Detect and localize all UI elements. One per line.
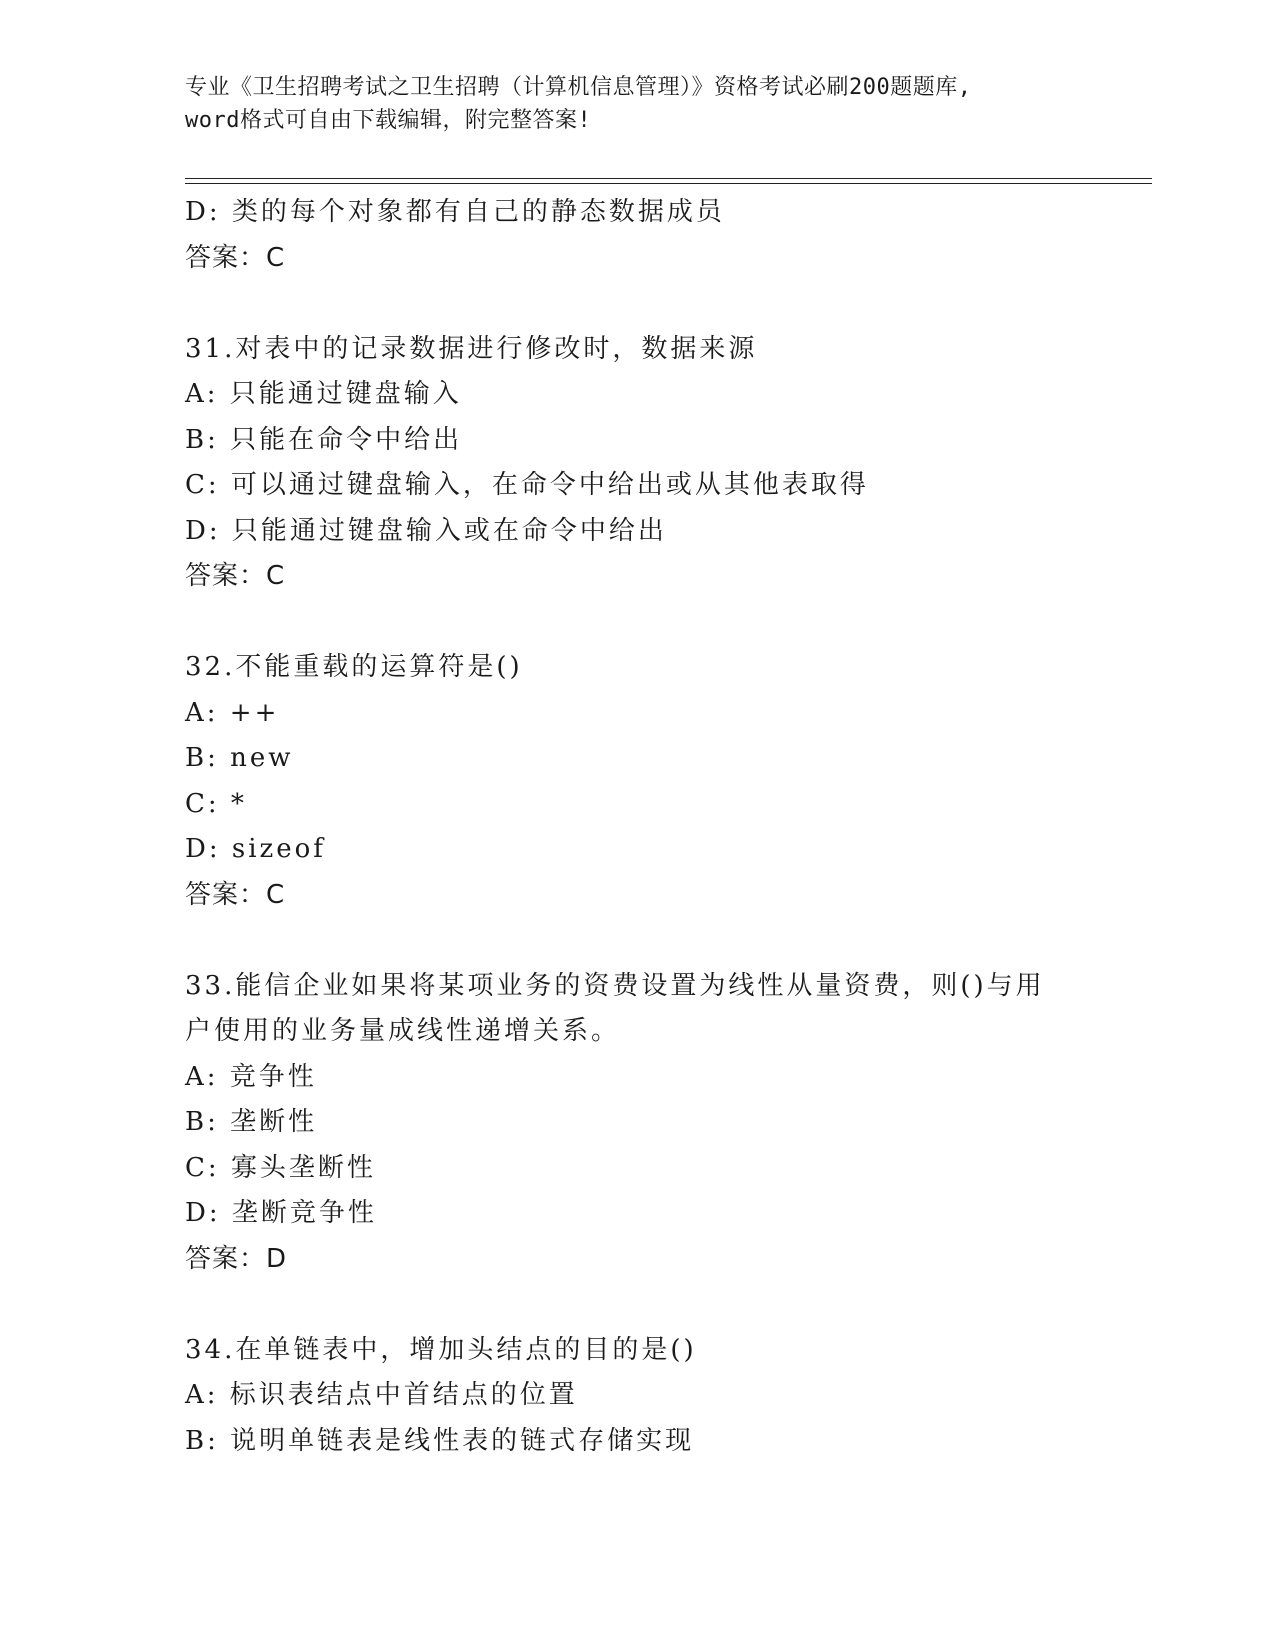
option-d: D: sizeof bbox=[185, 834, 326, 864]
question-text: 33.能信企业如果将某项业务的资费设置为线性从量资费，则()与用户使用的业务量成线性递增关系。 bbox=[185, 970, 1045, 1046]
option-b: B: 只能在命令中给出 bbox=[185, 424, 463, 455]
prev-answer: 答案：C bbox=[185, 242, 286, 273]
question-32 bbox=[185, 645, 1085, 918]
option-a: A: ++ bbox=[185, 697, 280, 728]
spacer bbox=[185, 281, 1085, 327]
answer: 答案：D bbox=[185, 1243, 288, 1274]
spacer bbox=[185, 918, 1085, 964]
question-text: 32.不能重载的运算符是() bbox=[185, 652, 523, 682]
question-34 bbox=[185, 1328, 1085, 1465]
option-a: A: 只能通过键盘输入 bbox=[185, 379, 462, 409]
document-header bbox=[185, 71, 1065, 137]
option-b: B: new bbox=[185, 743, 294, 773]
option-b: B: 说明单链表是线性表的链式存储实现 bbox=[185, 1425, 695, 1456]
option-d: D: 垄断竞争性 bbox=[185, 1198, 377, 1228]
document-body bbox=[185, 190, 1085, 1464]
header-line-1: 专业《卫生招聘考试之卫生招聘（计算机信息管理）》资格考试必刷200题题库, bbox=[185, 75, 972, 100]
option-a: A: 标识表结点中首结点的位置 bbox=[185, 1380, 578, 1410]
header-divider-bottom bbox=[185, 183, 1152, 184]
option-a: A: 竞争性 bbox=[185, 1061, 317, 1092]
answer: 答案：C bbox=[185, 561, 286, 591]
answer: 答案：C bbox=[185, 879, 286, 910]
spacer bbox=[185, 600, 1085, 646]
question-text: 31.对表中的记录数据进行修改时，数据来源 bbox=[185, 333, 758, 364]
option-c: C: * bbox=[185, 788, 247, 819]
option-c: C: 寡头垄断性 bbox=[185, 1152, 376, 1183]
question-31 bbox=[185, 327, 1085, 600]
prev-option-d: D: 类的每个对象都有自己的静态数据成员 bbox=[185, 197, 725, 227]
option-b: B: 垄断性 bbox=[185, 1107, 318, 1137]
question-text: 34.在单链表中，增加头结点的目的是() bbox=[185, 1334, 697, 1365]
header-divider-top bbox=[185, 178, 1152, 179]
option-c: C: 可以通过键盘输入，在命令中给出或从其他表取得 bbox=[185, 470, 869, 500]
spacer bbox=[185, 1282, 1085, 1328]
question-33 bbox=[185, 964, 1085, 1283]
header-line-2: word格式可自由下载编辑，附完整答案! bbox=[185, 108, 592, 133]
option-d: D: 只能通过键盘输入或在命令中给出 bbox=[185, 515, 667, 546]
